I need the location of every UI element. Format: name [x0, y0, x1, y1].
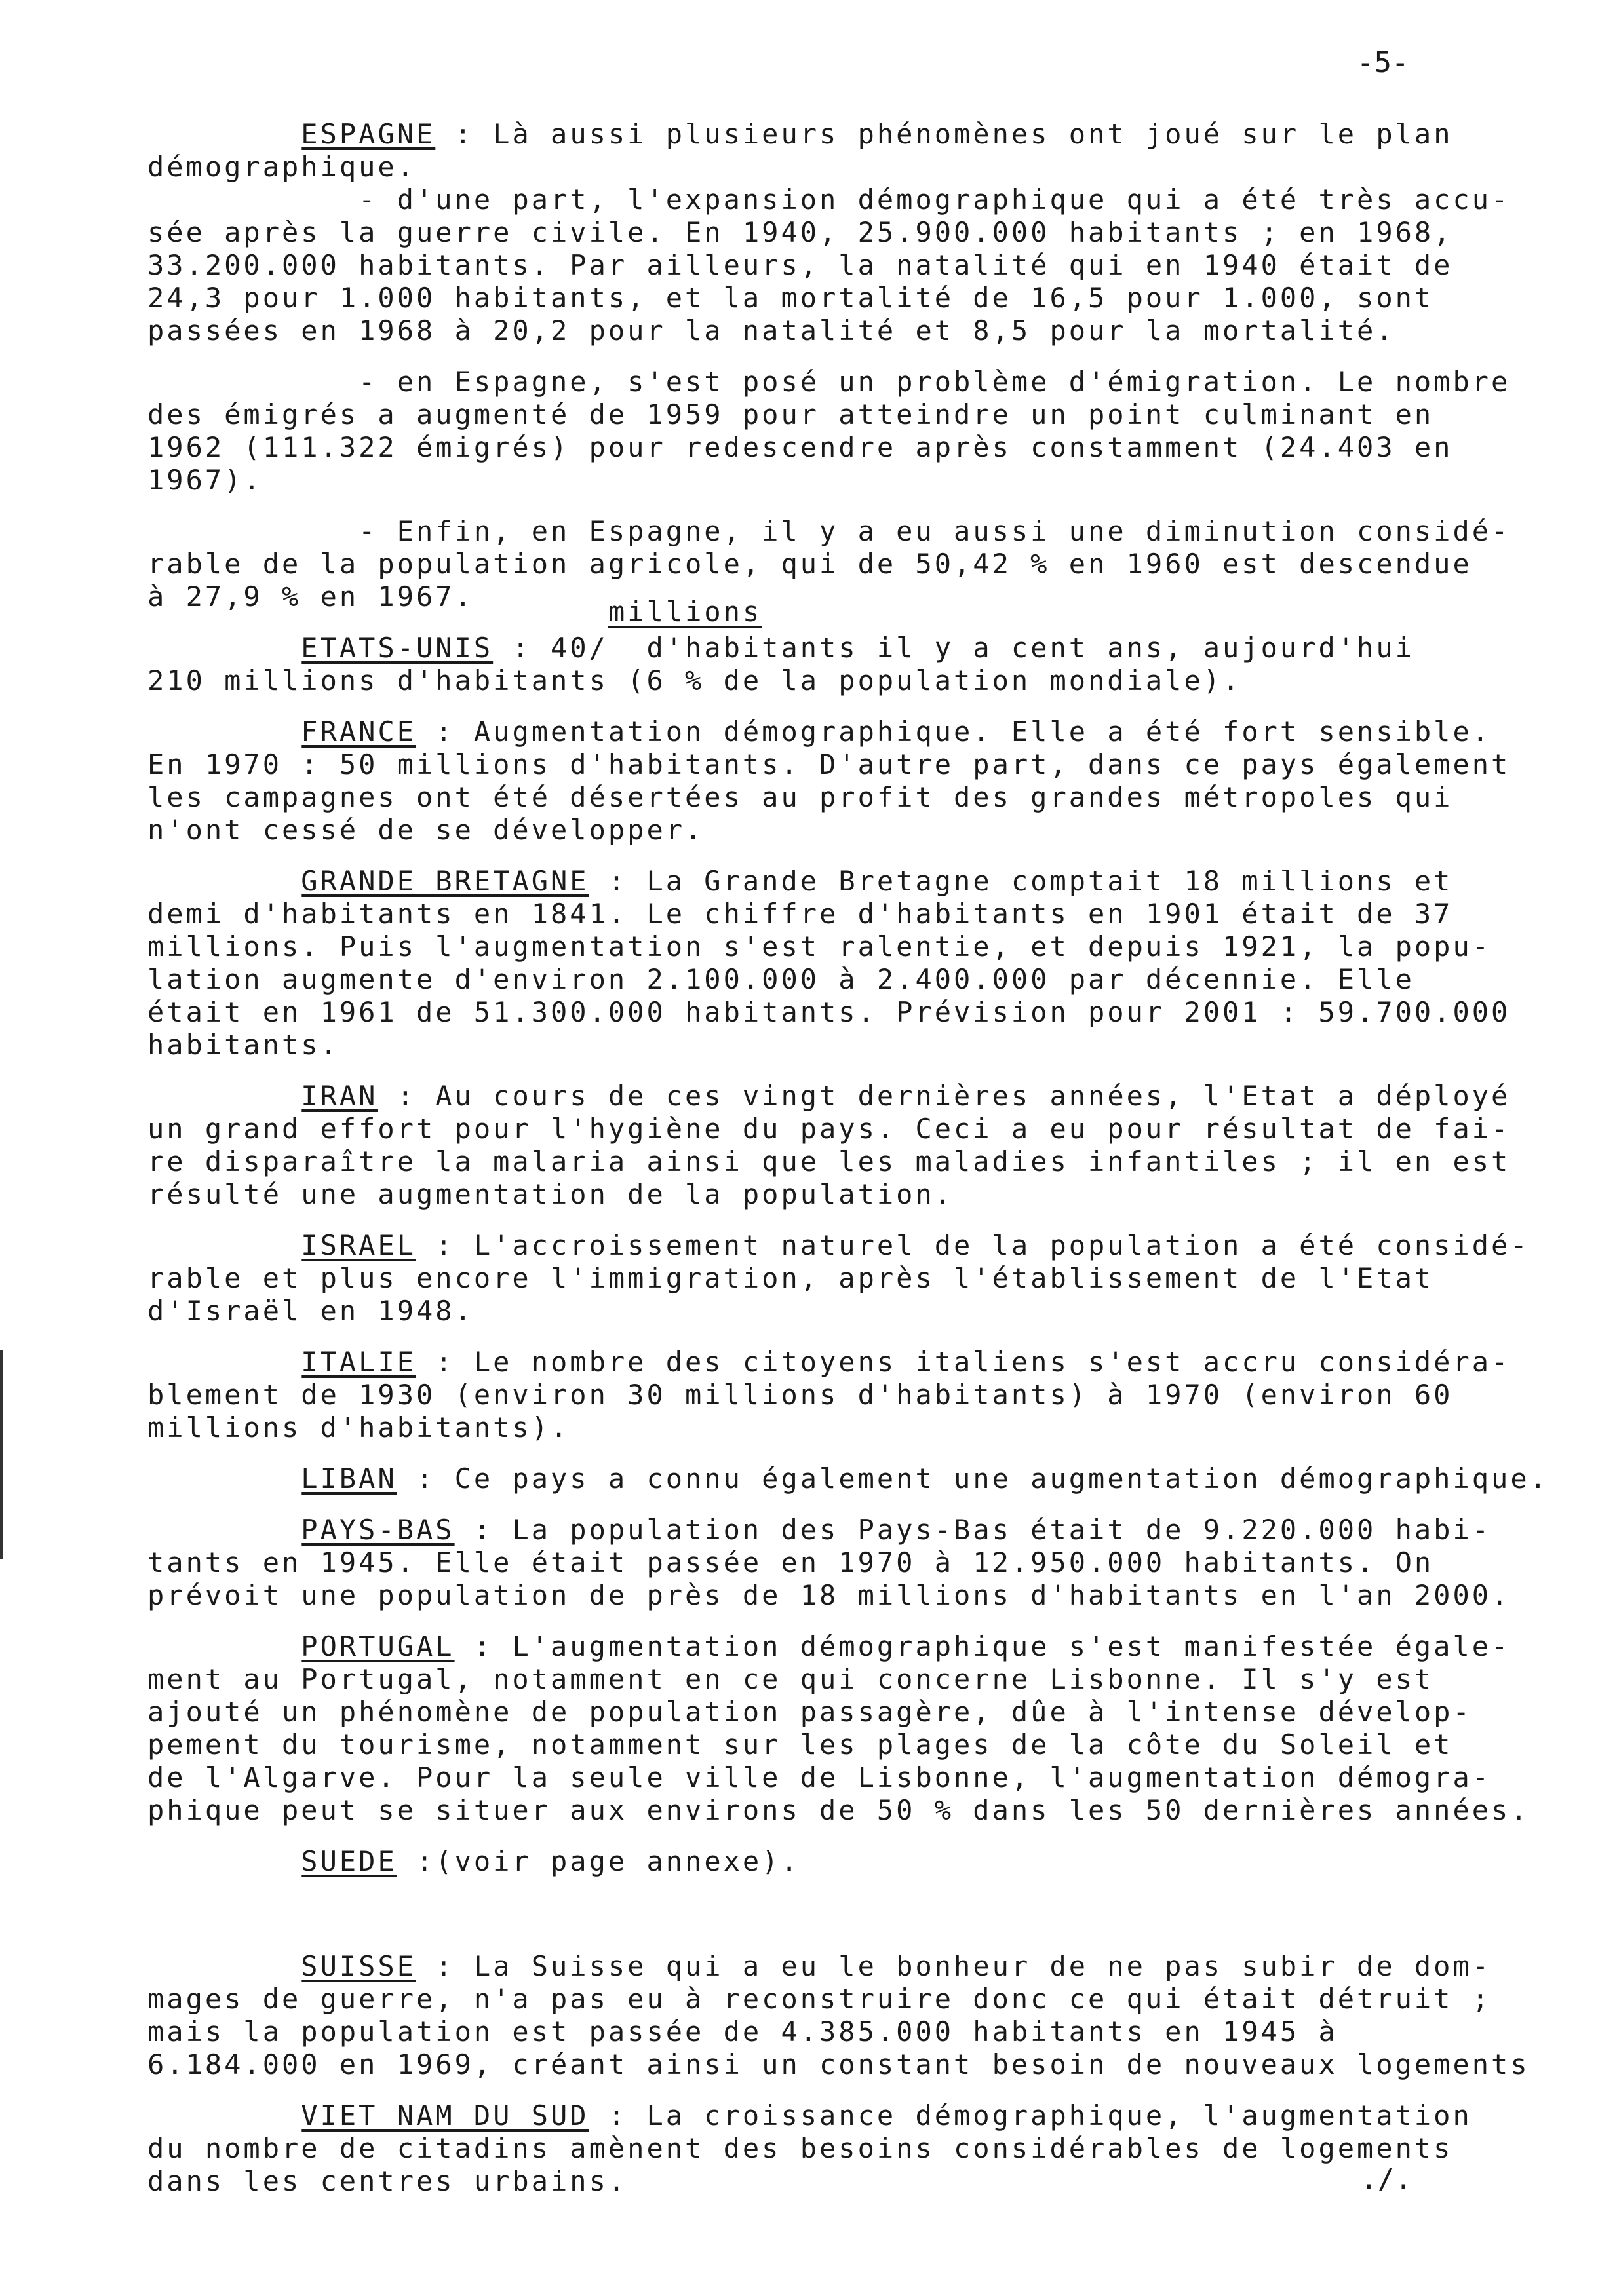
- text-portugal: : L'augmentation démographique s'est manifestée égale- ment au Portugal, notamment en ce qui concerne Lisbonne. Il s'y est ajouté un phénomène de population passagère, dûe à l'intense dévelop- pement du tourisme, notamment sur les plages de la côte du Soleil et de l'Algarve. Pour la seule ville de Lisbonne, l'augmentation démogra- phique peut se situer aux environs de 50 % dans les 50 dernières années.: [147, 1630, 1530, 1826]
- paragraph-portugal: [147, 1630, 1596, 1827]
- text-france: : Augmentation démographique. Elle a été fort sensible. En 1970 : 50 millions d'habitants. D'autre part, dans ce pays également les campagnes ont été désertées au profit des grandes métropoles qui n'ont cessé de se développer.: [147, 716, 1511, 846]
- heading-viet-nam-du-sud: VIET NAM DU SUD: [301, 2099, 589, 2132]
- body-text: [147, 118, 1596, 2216]
- heading-italie: ITALIE: [301, 1346, 417, 1378]
- text-viet-nam-du-sud: : La croissance démographique, l'augmentation du nombre de citadins amènent des besoins considérables de logements dans les centres urbains.: [147, 2099, 1472, 2197]
- heading-france: FRANCE: [301, 716, 417, 748]
- paragraph-suisse: [147, 1950, 1596, 2081]
- heading-pays-bas: PAYS-BAS: [301, 1514, 455, 1546]
- paragraph-espagne: [147, 118, 1596, 347]
- heading-espagne: ESPAGNE: [301, 118, 436, 150]
- heading-liban: LIBAN: [301, 1463, 397, 1495]
- continuation-mark: ./.: [1360, 2162, 1412, 2196]
- paragraph-espagne-agricole: [147, 515, 1596, 613]
- paragraph-grande-bretagne: [147, 865, 1596, 1062]
- paragraph-iran: [147, 1080, 1596, 1211]
- text-etats-unis: : 40/ d'habitants il y a cent ans, aujourd'hui 210 millions d'habitants (6 % de la population mondiale).: [147, 632, 1414, 697]
- text-iran: : Au cours de ces vingt dernières années, l'Etat a déployé un grand effort pour l'hygiène du pays. Ceci a eu pour résultat de fai- re disparaître la malaria ainsi que les maladies infantiles ; il en est résulté une augmentation de la population.: [147, 1080, 1511, 1210]
- heading-suisse: SUISSE: [301, 1950, 417, 1982]
- heading-israel: ISRAEL: [301, 1229, 417, 1261]
- paragraph-liban: [147, 1463, 1596, 1495]
- heading-grande-bretagne: GRANDE BRETAGNE: [301, 865, 589, 897]
- paragraph-israel: [147, 1229, 1596, 1328]
- paragraph-pays-bas: [147, 1514, 1596, 1612]
- paragraph-france: [147, 716, 1596, 847]
- paragraph-suede: [147, 1845, 1596, 1878]
- heading-suede: SUEDE: [301, 1845, 397, 1877]
- page-number: -5-: [1357, 46, 1409, 79]
- text-suede: :(voir page annexe).: [397, 1845, 800, 1877]
- text-pays-bas: : La population des Pays-Bas était de 9.220.000 habi- tants en 1945. Elle était passée en 1970 à 12.950.000 habitants. On prévoit une population de près de 18 millions d'habitants en l'an 2000.: [147, 1514, 1511, 1611]
- text-espagne-emigration: - en Espagne, s'est posé un problème d'émigration. Le nombre des émigrés a augmenté de 1959 pour atteindre un point culminant en 1962 (111.322 émigrés) pour redescendre après constamment (24.403 en 1967).: [147, 366, 1511, 496]
- text-liban: : Ce pays a connu également une augmentation démographique.: [397, 1463, 1549, 1495]
- text-italie: : Le nombre des citoyens italiens s'est accru considéra- blement de 1930 (environ 30 millions d'habitants) à 1970 (environ 60 millions d'habitants).: [147, 1346, 1511, 1444]
- handwritten-insert-millions: millions: [608, 596, 762, 628]
- heading-iran: IRAN: [301, 1080, 378, 1112]
- text-suisse: : La Suisse qui a eu le bonheur de ne pas subir de dom- mages de guerre, n'a pas eu à reconstruire donc ce qui était détruit ; mais la population est passée de 4.385.000 habitants en 1945 à 6.184.000 en 1969, créant ainsi un constant besoin de nouveaux logements: [147, 1950, 1530, 2080]
- text-israel: : L'accroissement naturel de la population a été considé- rable et plus encore l'immigration, après l'établissement de l'Etat d'Israël en 1948.: [147, 1229, 1530, 1327]
- text-grande-bretagne: : La Grande Bretagne comptait 18 millions et demi d'habitants en 1841. Le chiffre d'habitants en 1901 était de 37 millions. Puis l'augmentation s'est ralentie, et depuis 1921, la popu- lation augmente d'environ 2.100.000 à 2.400.000 par décennie. Elle était en 1961 de 51.300.000 habitants. Prévision pour 2001 : 59.700.000 habitants.: [147, 865, 1511, 1061]
- heading-etats-unis: ETATS-UNIS: [301, 632, 494, 664]
- text-espagne-agricole: - Enfin, en Espagne, il y a eu aussi une diminution considé- rable de la population agricole, qui de 50,42 % en 1960 est descendue à 27,9 % en 1967.: [147, 515, 1511, 613]
- paragraph-italie: [147, 1346, 1596, 1444]
- paragraph-espagne-emigration: [147, 366, 1596, 497]
- paragraph-etats-unis: [147, 632, 1596, 697]
- left-margin-mark: [0, 1350, 3, 1559]
- text-espagne: : Là aussi plusieurs phénomènes ont joué sur le plan démographique. - d'une part, l'expansion démographique qui a été très accu- sée après la guerre civile. En 1940, 25.900.000 habitants ; en 1968, 33.200.000 habitants. Par ailleurs, la natalité qui en 1940 était de 24,3 pour 1.000 habitants, et la mortalité de 16,5 pour 1.000, sont passées en 1968 à 20,2 pour la natalité et 8,5 pour la mortalité.: [147, 118, 1511, 347]
- heading-portugal: PORTUGAL: [301, 1630, 455, 1662]
